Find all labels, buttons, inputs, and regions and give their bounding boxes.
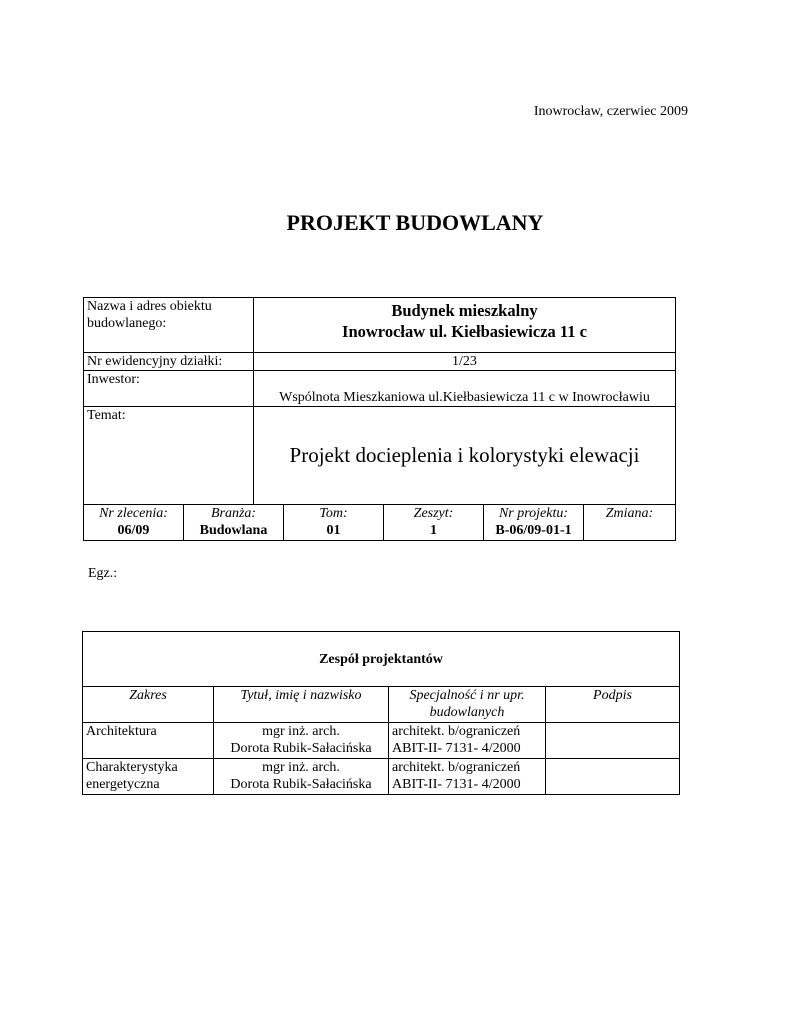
project-info-table (83, 297, 676, 505)
project-number-value: B-06/09-01-1 (495, 523, 572, 538)
order-number-value: 06/09 (117, 523, 150, 538)
row-person-title: mgr inż. arch. (262, 760, 340, 775)
team-title: Zespół projektantów (83, 632, 680, 687)
header-specialty: Specjalność i nr upr. budowlanych (389, 687, 546, 723)
order-number-label: Nr zlecenia: (99, 506, 168, 521)
design-team-table (82, 631, 680, 795)
project-number-label: Nr projektu: (498, 506, 569, 521)
row-license: ABIT-II- 7131- 4/2000 (392, 741, 521, 756)
branch-label: Branża: (210, 506, 257, 521)
copy-label: Egz.: (88, 566, 118, 581)
topic-label: Temat: (84, 407, 254, 505)
row-specialty (389, 759, 546, 795)
booklet-value: 1 (430, 523, 437, 538)
volume-label: Tom: (319, 506, 348, 521)
row-signature (546, 723, 680, 759)
row-person-name: Dorota Rubik-Sałacińska (230, 777, 372, 792)
topic-value: Projekt docieplenia i kolorystyki elewacji (254, 407, 676, 505)
booklet-cell (384, 505, 484, 541)
place-date: Inowrocław, czerwiec 2009 (533, 104, 688, 119)
row-specialty-text: architekt. b/ograniczeń (392, 724, 521, 739)
project-number-cell (484, 505, 584, 541)
object-name: Budynek mieszkalny (391, 301, 538, 320)
row-signature (546, 759, 680, 795)
order-number-cell (84, 505, 184, 541)
object-label: Nazwa i adres obiektu budowlanego: (84, 298, 254, 353)
object-address: Inowrocław ul. Kiełbasiewicza 11 c (342, 322, 587, 341)
revision-cell (584, 505, 676, 541)
row-person (214, 723, 389, 759)
parcel-label: Nr ewidencyjny działki: (84, 353, 254, 371)
table-row (83, 723, 680, 759)
row-person-title: mgr inż. arch. (262, 724, 340, 739)
document-title: PROJEKT BUDOWLANY (286, 210, 544, 235)
row-specialty (389, 723, 546, 759)
object-name-cell (254, 298, 676, 353)
row-scope: Charakterystyka energetyczna (83, 759, 214, 795)
row-specialty-text: architekt. b/ograniczeń (392, 760, 521, 775)
header-scope: Zakres (83, 687, 214, 723)
header-signature: Podpis (546, 687, 680, 723)
row-license: ABIT-II- 7131- 4/2000 (392, 777, 521, 792)
parcel-value: 1/23 (254, 353, 676, 371)
project-meta-table (83, 504, 676, 541)
revision-label: Zmiana: (605, 506, 654, 521)
branch-cell (184, 505, 284, 541)
row-person (214, 759, 389, 795)
volume-cell (284, 505, 384, 541)
volume-value: 01 (326, 523, 341, 538)
table-row (83, 759, 680, 795)
booklet-label: Zeszyt: (413, 506, 454, 521)
row-scope: Architektura (83, 723, 214, 759)
investor-value: Wspólnota Mieszkaniowa ul.Kiełbasiewicza 11 c w Inowrocławiu (254, 371, 676, 407)
row-person-name: Dorota Rubik-Sałacińska (230, 741, 372, 756)
branch-value: Budowlana (199, 523, 268, 538)
header-title-name: Tytuł, imię i nazwisko (214, 687, 389, 723)
investor-label: Inwestor: (84, 371, 254, 407)
